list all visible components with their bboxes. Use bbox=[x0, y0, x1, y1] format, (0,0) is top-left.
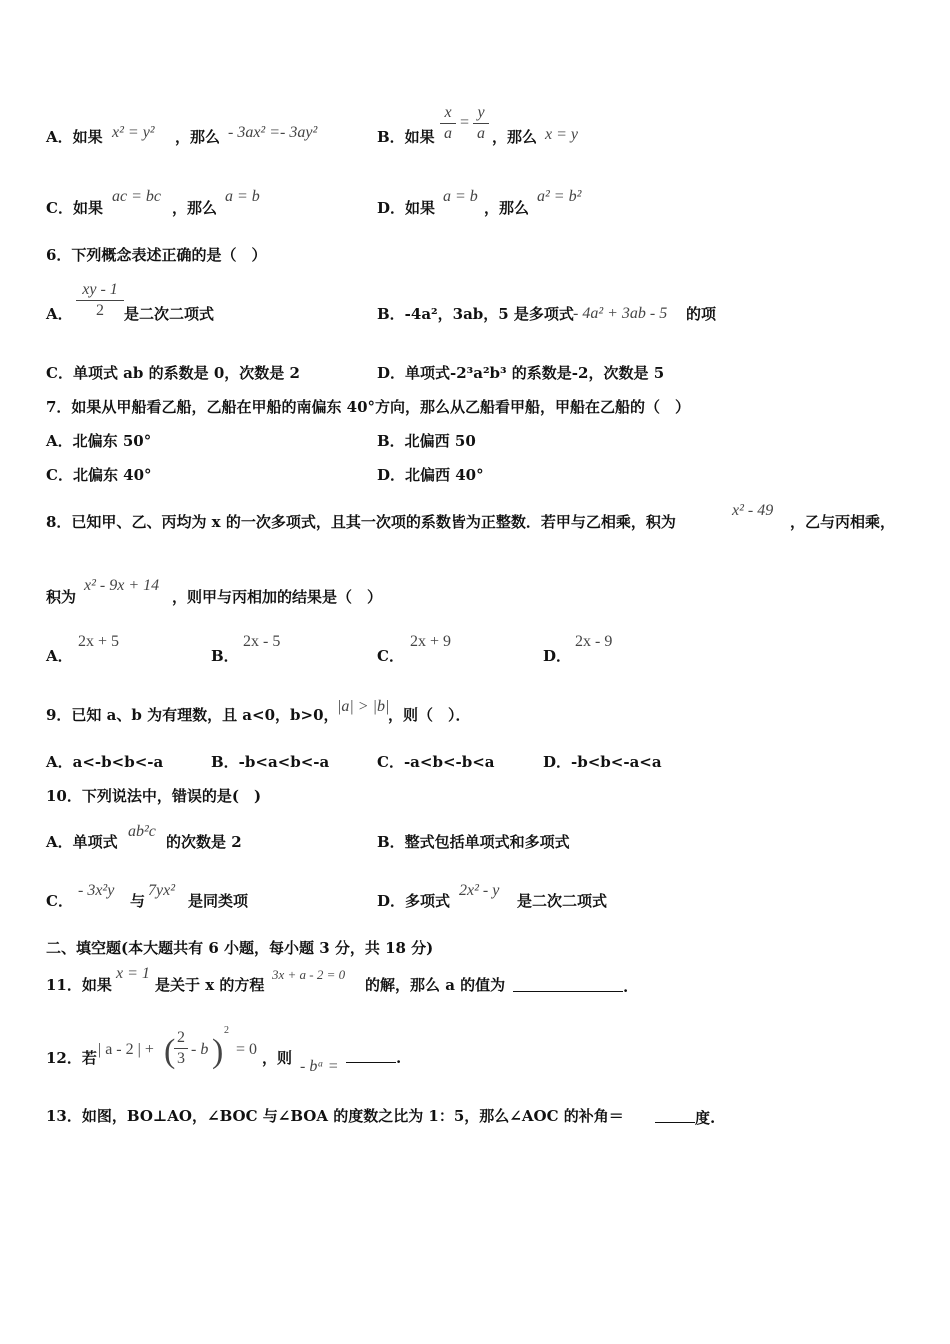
q5-d-label: D．如果 bbox=[377, 199, 436, 217]
q11-math1: x = 1 bbox=[116, 965, 150, 982]
q12-abs: | a - 2 | + bbox=[98, 1041, 154, 1058]
q5-b-fraction-x bbox=[440, 104, 456, 143]
q10-d-tail: 是二次二项式 bbox=[517, 892, 608, 910]
q12-end: . bbox=[396, 1049, 402, 1067]
q10-a-label: A．单项式 bbox=[46, 833, 118, 851]
q5-b-eq: = bbox=[459, 114, 470, 131]
q9-option-a: A．a<-b<b<-a bbox=[46, 753, 164, 771]
q8-stem-line1: 8．已知甲、乙、丙均为 x 的一次多项式，且其一次项的系数皆为正整数．若甲与乙相乘，积为 bbox=[46, 513, 676, 531]
q10-a-tail: 的次数是 2 bbox=[166, 833, 242, 851]
q13-answer-blank[interactable] bbox=[655, 1106, 715, 1128]
q12-eq: = 0 bbox=[236, 1041, 258, 1058]
q5-option-a bbox=[46, 127, 103, 147]
q8-math2: x² - 9x + 14 bbox=[84, 577, 160, 594]
q13-end: 度. bbox=[695, 1109, 716, 1127]
q5-b-mid: ，那么 bbox=[492, 128, 538, 146]
q5-d-math2: a² = b² bbox=[537, 188, 582, 205]
q5-d-mid: ，那么 bbox=[484, 199, 530, 217]
q5-a-math2: - 3ax² =- 3ay² bbox=[228, 124, 318, 141]
q6-d-text: D．单项式-2³a²b³ 的系数是-2，次数是 5 bbox=[377, 364, 665, 382]
q10-stem: 10．下列说法中，错误的是( ) bbox=[46, 787, 262, 805]
q12-left-paren: ( bbox=[164, 1033, 176, 1070]
q12-minus-b: - b bbox=[191, 1041, 209, 1058]
q10-d-label: D．多项式 bbox=[377, 892, 451, 910]
q5-b-fx-num: x bbox=[444, 104, 452, 121]
q5-a-label: A．如果 bbox=[46, 128, 103, 146]
q11-pre: 11．如果 bbox=[46, 976, 112, 994]
q10-c-mid: 与 bbox=[130, 892, 146, 910]
q6-a-num: xy - 1 bbox=[82, 281, 118, 298]
q8-d-label: D． bbox=[543, 647, 572, 665]
q7-option-b: B．北偏西 50 bbox=[377, 432, 476, 450]
q8-stem-line2: 积为 bbox=[46, 588, 77, 606]
q13-text: 13．如图，BO⊥AO，∠BOC 与∠BOA 的度数之比为 1：5，那么∠AOC 的补角＝ bbox=[46, 1107, 624, 1125]
q8-option-a: 2x + 5 bbox=[78, 633, 120, 650]
q8-stem-line2-tail: ，则甲与丙相加的结果是（ ） bbox=[172, 588, 383, 606]
q8-stem-line1-tail: ，乙与丙相乘， bbox=[790, 513, 896, 531]
q12-fraction bbox=[174, 1029, 188, 1068]
q8-math1: x² - 49 bbox=[732, 502, 774, 519]
q11-math2: 3x + a - 2 = 0 bbox=[272, 967, 346, 982]
q5-b-fy-num: y bbox=[477, 104, 485, 121]
q11-end: . bbox=[623, 978, 629, 996]
q5-b-fx-den: a bbox=[444, 125, 452, 142]
q9-math: |a| > |b| bbox=[337, 698, 390, 715]
q6-c-text: C．单项式 ab 的系数是 0，次数是 2 bbox=[46, 364, 300, 382]
q5-c-math1: ac = bc bbox=[112, 188, 161, 205]
q7-option-d: D．北偏西 40° bbox=[377, 466, 484, 484]
q5-b-math2: x = y bbox=[545, 126, 578, 143]
q12-right-paren: ) bbox=[212, 1033, 224, 1070]
q7-stem: 7．如果从甲船看乙船，乙船在甲船的南偏东 40°方向，那么从乙船看甲船，甲船在乙船的（ ） bbox=[46, 398, 691, 416]
q5-c-label: C．如果 bbox=[46, 199, 103, 217]
q6-b-tail: 的项 bbox=[686, 305, 717, 323]
q8-option-b: 2x - 5 bbox=[243, 633, 281, 650]
q8-a-label: A． bbox=[46, 647, 73, 665]
q6-a-fraction bbox=[76, 281, 124, 320]
q12-pre: 12．若 bbox=[46, 1049, 97, 1067]
q9-stem: 9．已知 a、b 为有理数，且 a<0，b>0， bbox=[46, 706, 339, 724]
q12-square-exp: 2 bbox=[224, 1025, 229, 1036]
q6-b-math: - 4a² + 3ab - 5 bbox=[573, 305, 668, 322]
q7-option-c: C．北偏东 40° bbox=[46, 466, 152, 484]
q5-d-math1: a = b bbox=[443, 188, 478, 205]
q10-a-math: ab²c bbox=[128, 823, 156, 840]
q6-b-text: B．-4a²，3ab，5 是多项式 bbox=[377, 305, 574, 323]
q5-b-fraction-y bbox=[473, 104, 489, 143]
q12-frac-num: 2 bbox=[177, 1029, 185, 1046]
q11-answer-blank[interactable] bbox=[513, 975, 628, 997]
q5-c-math2: a = b bbox=[225, 188, 260, 205]
q5-c-mid: ，那么 bbox=[172, 199, 218, 217]
q10-d-math: 2x² - y bbox=[459, 882, 500, 899]
q6-a-den: 2 bbox=[96, 302, 104, 319]
q10-option-b: B．整式包括单项式和多项式 bbox=[377, 833, 570, 851]
q9-option-d: D．-b<b<-a<a bbox=[543, 753, 662, 771]
q6-stem: 6．下列概念表述正确的是（ ） bbox=[46, 246, 267, 264]
q11-tail: 的解，那么 a 的值为 bbox=[365, 976, 506, 994]
q6-a-text: 是二次二项式 bbox=[124, 305, 215, 323]
q8-option-d: 2x - 9 bbox=[575, 633, 613, 650]
q5-a-mid: ，那么 bbox=[175, 128, 221, 146]
q9-tail: ，则（ ）． bbox=[388, 706, 471, 724]
q5-b-label: B．如果 bbox=[377, 128, 435, 146]
q10-c-tail: 是同类项 bbox=[188, 892, 249, 910]
q5-b-fy-den: a bbox=[477, 125, 485, 142]
q11-mid: 是关于 x 的方程 bbox=[155, 976, 265, 994]
q8-b-label: B． bbox=[211, 647, 239, 665]
q12-math2: - bᵃ = bbox=[300, 1058, 339, 1075]
q12-mid: ，则 bbox=[262, 1049, 293, 1067]
q9-option-c: C．-a<b<-b<a bbox=[377, 753, 495, 771]
q12-frac-den: 3 bbox=[177, 1050, 185, 1067]
q8-option-c: 2x + 9 bbox=[410, 633, 452, 650]
q5-a-math1: x² = y² bbox=[112, 124, 155, 141]
q8-c-label: C． bbox=[377, 647, 404, 665]
q12-answer-blank[interactable] bbox=[346, 1048, 401, 1068]
q6-a-label: A． bbox=[46, 305, 73, 323]
section-fill-in-heading: 二、填空题(本大题共有 6 小题，每小题 3 分，共 18 分) bbox=[46, 939, 434, 957]
q7-option-a: A．北偏东 50° bbox=[46, 432, 152, 450]
q10-c-math2: 7yx² bbox=[148, 882, 175, 899]
q9-option-b: B．-b<a<b<-a bbox=[211, 753, 330, 771]
q10-c-label: C． bbox=[46, 892, 73, 910]
q10-c-math1: - 3x²y bbox=[78, 882, 115, 899]
